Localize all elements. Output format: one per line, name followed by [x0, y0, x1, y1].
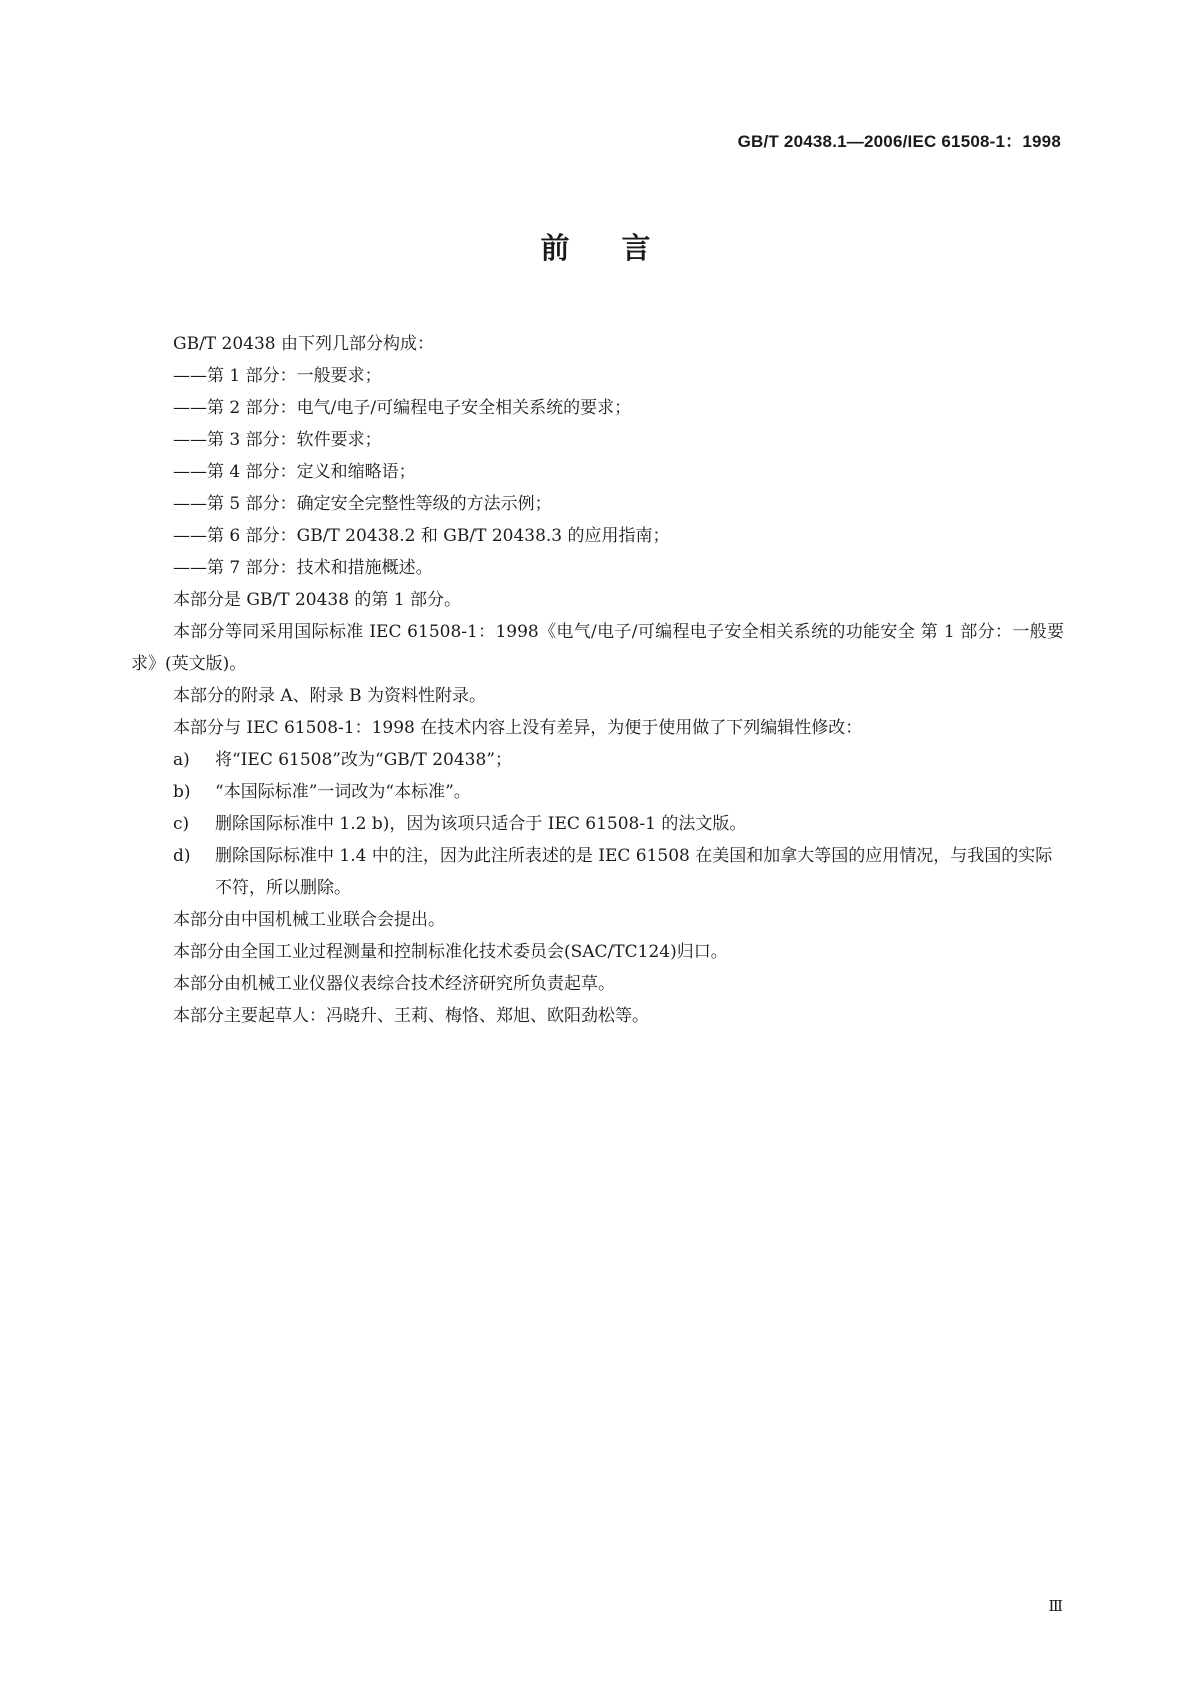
change-marker: b)	[173, 782, 191, 802]
foreword-body	[131, 328, 1064, 1032]
change-text: “本国际标准”一词改为“本标准”。	[215, 782, 471, 802]
drafted-by-paragraph: 本部分由机械工业仪器仪表综合技术经济研究所负责起草。	[173, 974, 615, 994]
list-item-part-6: ——第 6 部分：GB/T 20438.2 和 GB/T 20438.3 的应用指南；	[173, 526, 670, 546]
list-item-part-5: ——第 5 部分：确定安全完整性等级的方法示例；	[173, 494, 552, 514]
change-item-d	[131, 840, 1064, 904]
change-item-b	[131, 776, 1064, 808]
annex-paragraph: 本部分的附录 A、附录 B 为资料性附录。	[173, 686, 486, 706]
change-item-c	[131, 808, 1064, 840]
list-item-part-7: ——第 7 部分：技术和措施概述。	[173, 558, 433, 578]
change-marker: a)	[173, 750, 190, 770]
page-title: 前言	[540, 231, 703, 265]
centralized-by-paragraph: 本部分由全国工业过程测量和控制标准化技术委员会(SAC/TC124)归口。	[173, 942, 728, 962]
change-text: 删除国际标准中 1.4 中的注，因为此注所表述的是 IEC 61508 在美国和加拿大等国的应用情况，与我国的实际不符，所以删除。	[215, 846, 1053, 898]
list-item-part-2: ——第 2 部分：电气/电子/可编程电子安全相关系统的要求；	[173, 398, 632, 418]
equivalence-paragraph: 本部分等同采用国际标准 IEC 61508-1：1998《电气/电子/可编程电子安全相关系统的功能安全 第 1 部分：一般要求》(英文版)。	[131, 622, 1064, 674]
list-item-part-4: ——第 4 部分：定义和缩略语；	[173, 462, 416, 482]
change-text: 将“IEC 61508”改为“GB/T 20438”；	[215, 750, 513, 770]
change-marker: c)	[173, 814, 190, 834]
change-marker: d)	[173, 846, 191, 866]
change-text: 删除国际标准中 1.2 b)，因为该项只适合于 IEC 61508-1 的法文版。	[215, 814, 747, 834]
change-item-a	[131, 744, 1064, 776]
list-item-part-1: ——第 1 部分：一般要求；	[173, 366, 382, 386]
drafters-paragraph: 本部分主要起草人：冯晓升、王莉、梅恪、郑旭、欧阳劲松等。	[173, 1006, 649, 1026]
standard-code-header: GB/T 20438.1—2006/IEC 61508-1：1998	[737, 132, 1061, 151]
proposed-by-paragraph: 本部分由中国机械工业联合会提出。	[173, 910, 445, 930]
intro-paragraph: GB/T 20438 由下列几部分构成：	[173, 334, 435, 354]
list-item-part-3: ——第 3 部分：软件要求；	[173, 430, 382, 450]
differences-intro-paragraph: 本部分与 IEC 61508-1：1998 在技术内容上没有差异，为便于使用做了下列编辑性修改：	[173, 718, 863, 738]
page-number: Ⅲ	[1048, 1597, 1063, 1615]
part-of-paragraph: 本部分是 GB/T 20438 的第 1 部分。	[173, 590, 462, 610]
